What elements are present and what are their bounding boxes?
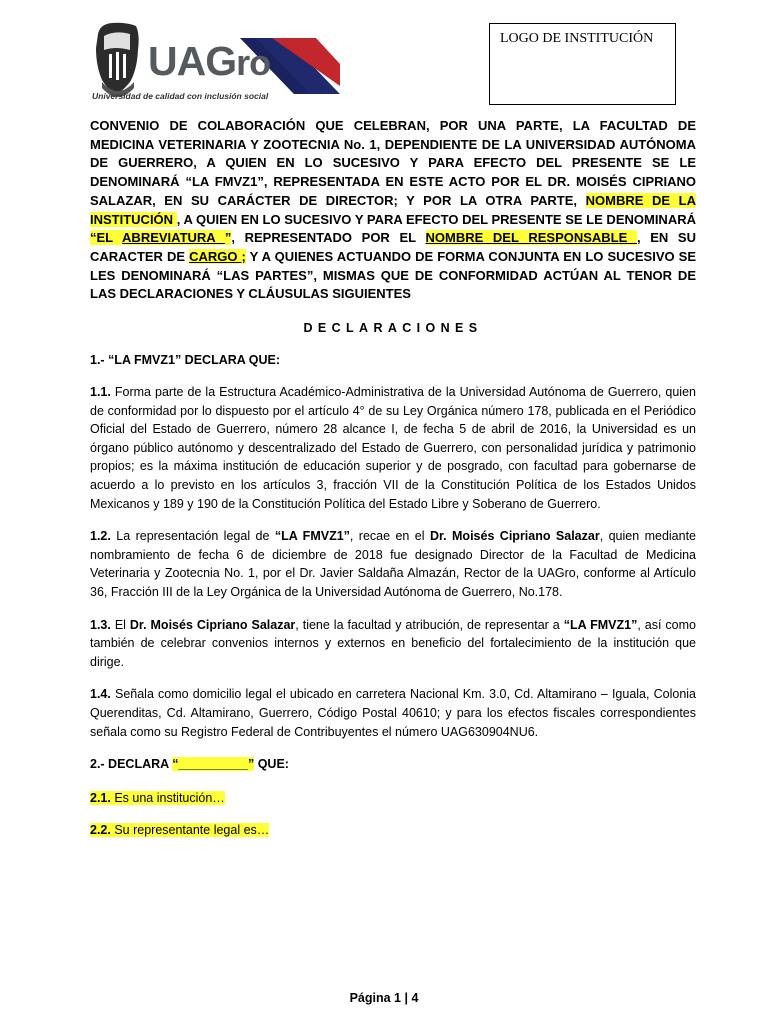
placeholder-abbreviation: “EL ABREVIATURA ”: [90, 230, 232, 246]
placeholder-responsible-name: NOMBRE DEL RESPONSABLE: [425, 230, 637, 246]
institution-logo-placeholder: [489, 23, 676, 105]
section-2-heading: 2.- DECLARA “__________” QUE:: [90, 757, 289, 772]
clause-1-2: 1.2. La representación legal de “LA FMVZ1”, recae en el Dr. Moisés Cipriano Salazar, quien mediante nombramiento de fecha 6 de diciembre de 2018 fue designado Director de la Facultad de Medicina Veterinaria y Zootecnia No. 1, por el Dr. Javier Saldaña Almazán, Rector de la UAGro, conforme al Artículo 36, Fracción III de la Ley Orgánica de la Universidad Autónoma de Guerrero, No.178.: [90, 529, 697, 599]
logo-subtitle: Universidad de calidad con inclusión social: [92, 91, 269, 101]
placeholder-declarant: “__________”: [172, 757, 255, 772]
placeholder-institution-name: NOMBRE DE LA INSTITUCIÓN: [90, 192, 696, 227]
institution-logo-label: LOGO DE INSTITUCIÓN: [500, 31, 654, 46]
agreement-intro: CONVENIO DE COLABORACIÓN QUE CELEBRAN, POR UNA PARTE, LA FACULTAD DE MEDICINA VETERINARIA Y ZOOTECNIA No. 1, DEPENDIENTE DE LA UNIVERSIDAD AUTÓNOMA DE GUERRERO, A QUIEN EN LO SUCESIVO Y PARA EFECTO DEL PRESENTE SE LE DENOMINARÁ “LA FMVZ1”, REPRESENTADA EN ESTE ACTO POR EL DR. MOISÉS CIPRIANO SALAZAR, EN SU CARÁCTER DE DIRECTOR; Y POR LA OTRA PARTE, NOMBRE DE LA INSTITUCIÓN , A QUIEN EN LO SUCESIVO Y PARA EFECTO DEL PRESENTE SE LE DENOMINARÁ “EL ABREVIATURA ”, REPRESENTADO POR EL NOMBRE DEL RESPONSABLE , EN SU CARACTER DE CARGO ; Y A QUIENES ACTUANDO DE FORMA CONJUNTA EN LO SUCESIVO SE LES DENOMINARÁ “LAS PARTES”, MISMAS QUE DE CONFORMIDAD ACTÚAN AL TENOR DE LAS DECLARACIONES Y CLÁUSULAS SIGUIENTES: [90, 118, 697, 302]
uagro-wordmark: UAGro: [148, 38, 271, 84]
clause-2-2: 2.2. Su representante legal es…: [90, 823, 270, 838]
page-number: Página 1 | 4: [349, 991, 419, 1005]
page-header: [0, 0, 768, 120]
clause-1-4: 1.4. Señala como domicilio legal el ubicado en carretera Nacional Km. 3.0, Cd. Altamirano – Iguala, Colonia Querenditas, Cd. Altamirano, Guerrero, Código Postal 40610; y para los efectos fiscales correspondientes señala como su Registro Federal de Contribuyentes el número UAG630904NU6.: [90, 687, 696, 739]
clause-1-3: 1.3. El Dr. Moisés Cipriano Salazar, tiene la facultad y atribución, de representar a “LA FMVZ1”, así como también de celebrar convenios internos y externos en beneficio del fortalecimiento de la institución que dirige.: [90, 617, 696, 669]
document-body: [90, 117, 696, 837]
placeholder-position: CARGO ;: [189, 248, 246, 264]
declaraciones-heading: DECLARACIONES: [303, 321, 483, 336]
section-1-heading: 1.- “LA FMVZ1” DECLARA QUE:: [90, 353, 281, 368]
clause-1-1: 1.1. Forma parte de la Estructura Académico-Administrativa de la Universidad Autónoma de Guerrero, quien de conformidad por lo dispuesto por el artículo 4° de su Ley Orgánica número 178, publicada en el Periódico Oficial del Estado de Guerrero, número 28 alcance I, de fecha 5 de abril de 2016, la Universidad es un órgano público autónomo y descentralizado del Estado de Guerrero, con personalidad jurídica y patrimonio propios; es la máxima institución de educación superior y de posgrado, con facultad para gobernarse de acuerdo a lo previsto en los artículos 3, fracción VII de la Constitución Política de los Estados Unidos Mexicanos y 189 y 190 de la Constitución Política del Estado Libre y Soberano de Guerrero.: [90, 385, 696, 511]
clause-2-1: 2.1. Es una institución…: [90, 791, 225, 806]
